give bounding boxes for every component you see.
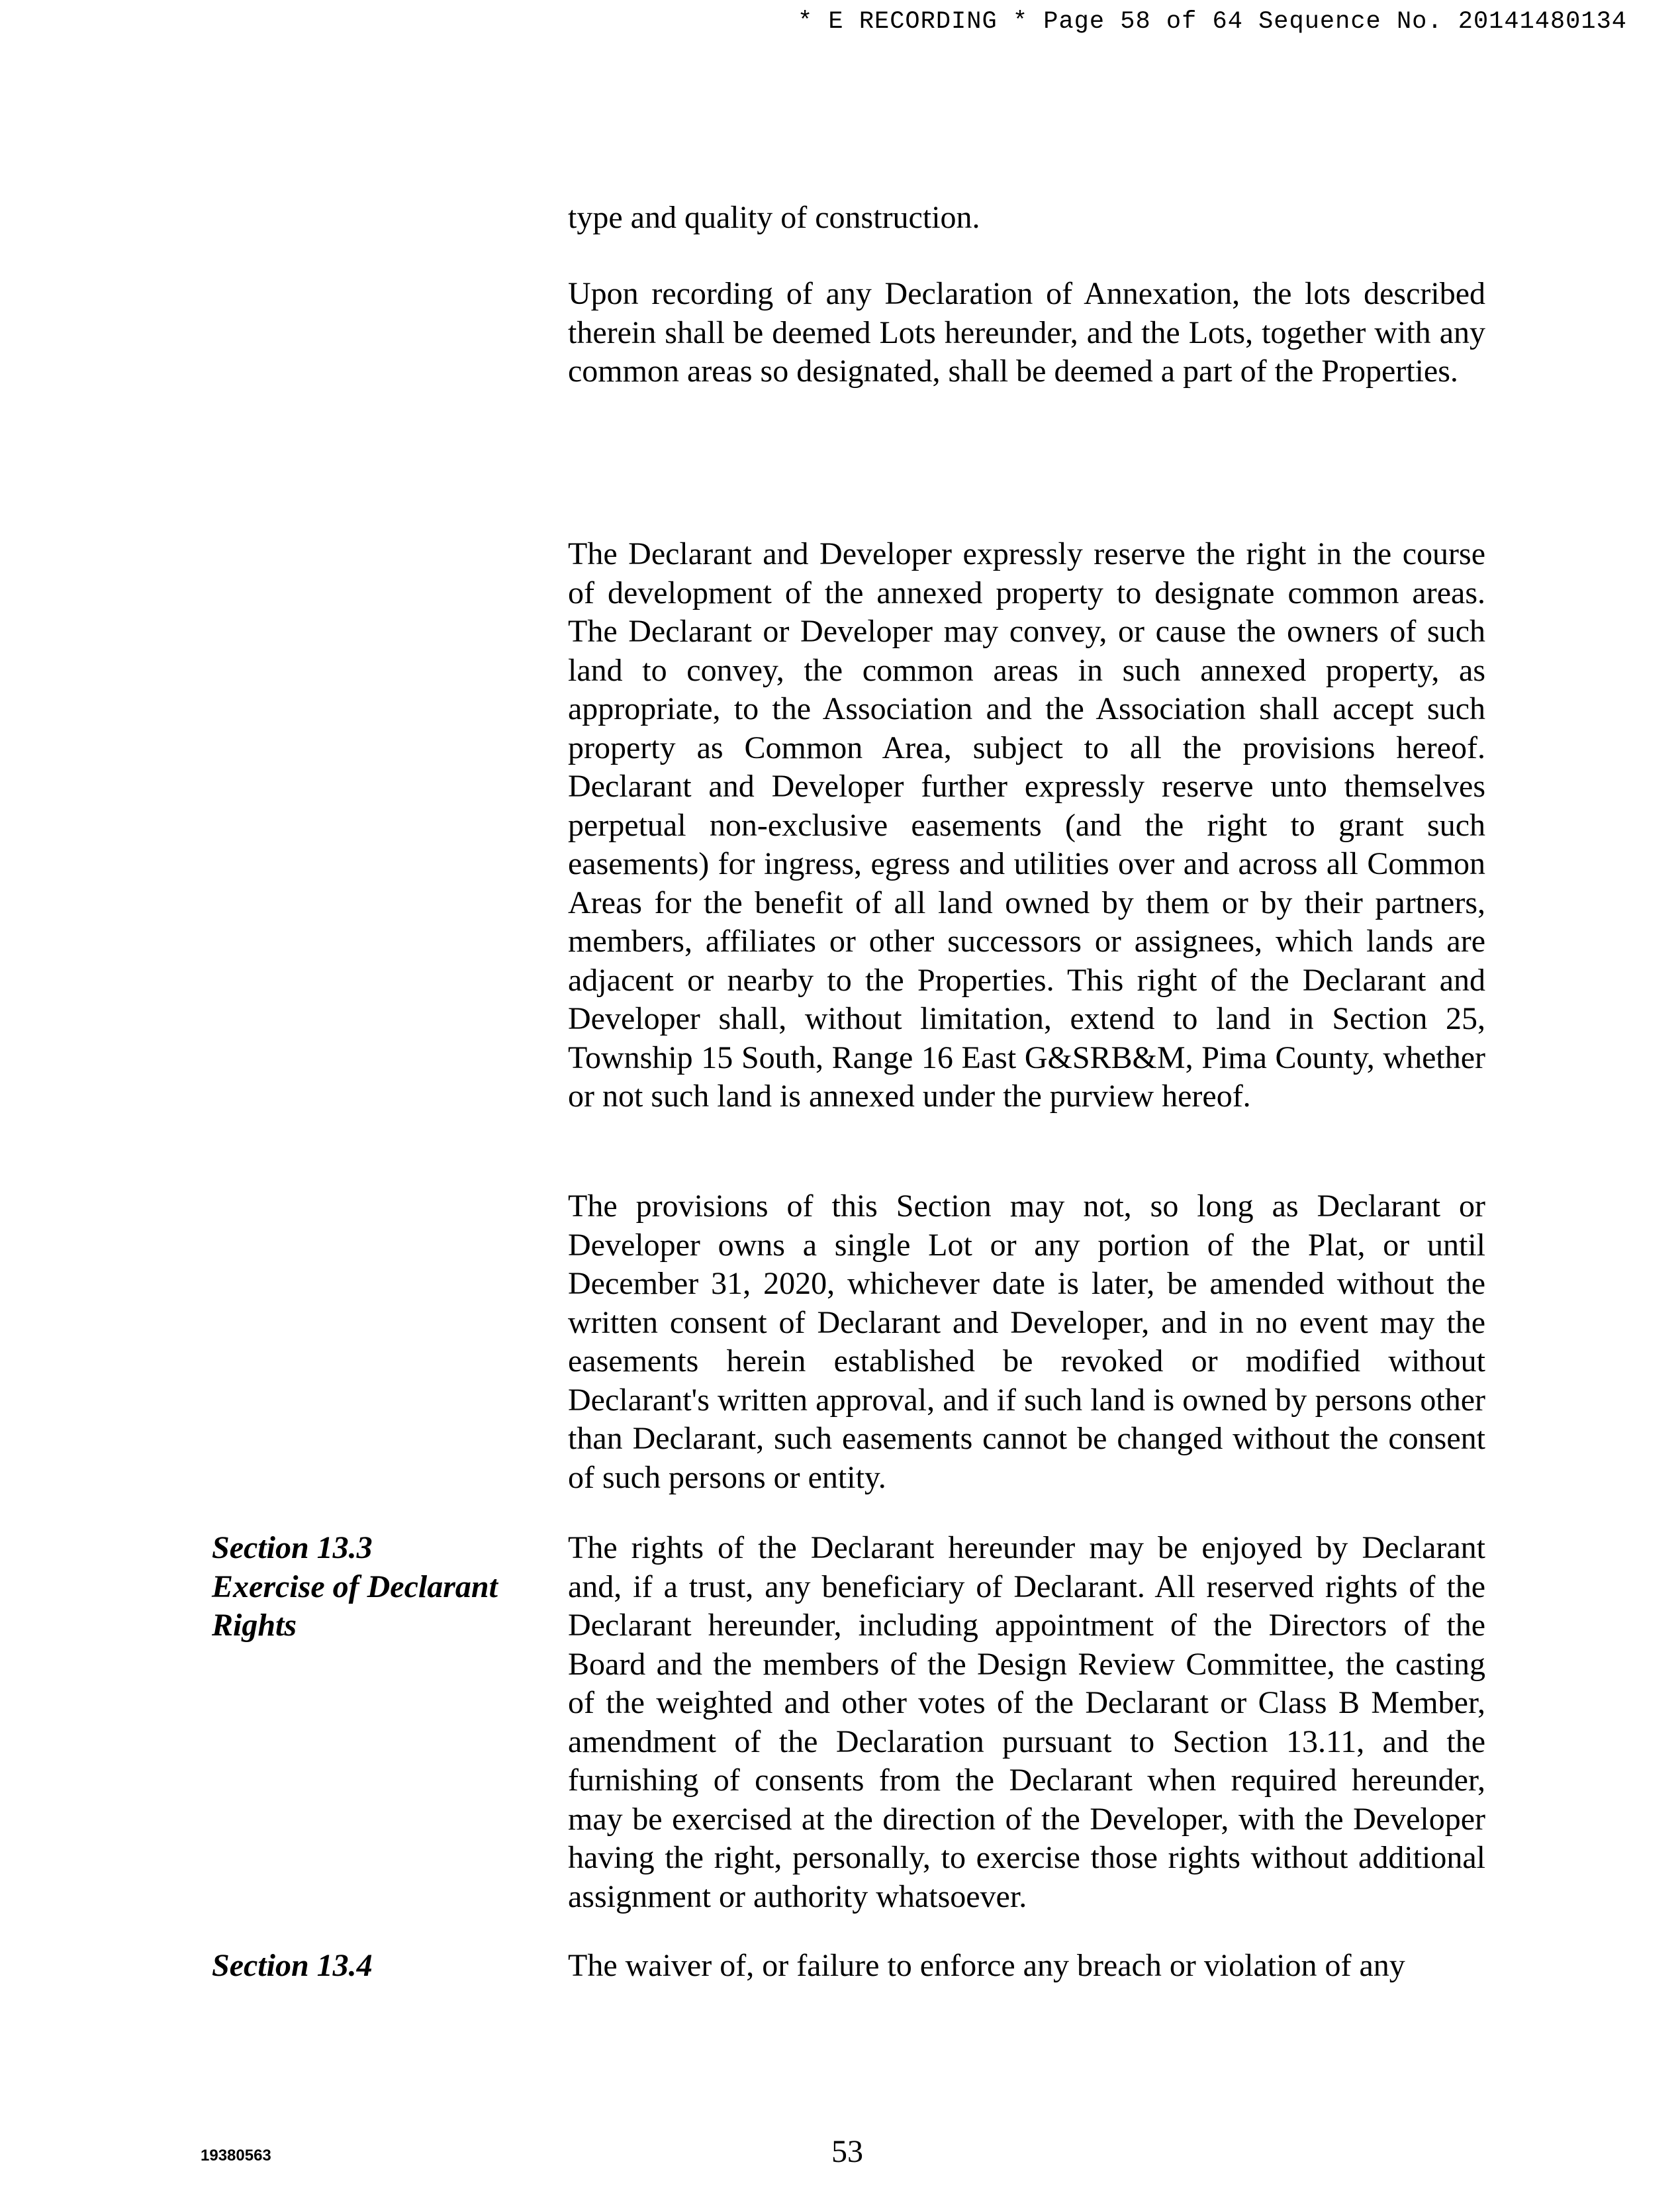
section-13-3-heading xyxy=(212,1529,543,1645)
section-number: Section 13.4 xyxy=(212,1948,373,1983)
section-number: Section 13.3 xyxy=(212,1530,373,1565)
paragraph-declarant-rights xyxy=(568,1529,1485,1916)
paragraph-provisions xyxy=(568,1187,1485,1497)
paragraph-annexation xyxy=(568,275,1485,391)
paragraph-construction xyxy=(568,199,1485,238)
paragraph-text: The rights of the Declarant hereunder may be enjoyed by Declarant and, if a trust, any beneficiary of Declarant. All reserved rights of the Declarant hereunder, including appointment of the Directors of the Board and the members of the Design Review Committee, the casting of the weighted and other votes of the Declarant or Class B Member, amendment of the Declaration pursuant to Section 13.11, and the furnishing of consents from the Declarant when required hereunder, may be exercised at the direction of the Developer, with the Developer having the right, personally, to exercise those rights without additional assignment or authority whatsoever. xyxy=(568,1530,1485,1914)
section-title: Exercise of Declarant xyxy=(212,1569,498,1604)
document-id: 19380563 xyxy=(201,2147,271,2165)
paragraph-common-areas xyxy=(568,535,1485,1116)
recording-header: * E RECORDING * Page 58 of 64 Sequence No. 20141480134 xyxy=(798,8,1627,36)
paragraph-text: type and quality of construction. xyxy=(568,200,980,235)
paragraph-text: The Declarant and Developer expressly reserve the right in the course of development of the annexed property to designate common areas. The Declarant or Developer may convey, or cause the owners of such land to convey, the common areas in such annexed property, as appropriate, to the Association and the Association shall accept such property as Common Area, subject to all the provisions hereof. Declarant and Developer further expressly reserve unto themselves perpetual non-exclusive easements (and the right to grant such easements) for ingress, egress and utilities over and across all Common Areas for the benefit of all land owned by them or by their partners, members, affiliates or other successors or assignees, which lands are adjacent or nearby to the Properties. This right of the Declarant and Developer shall, without limitation, extend to land in Section 25, Township 15 South, Range 16 East G&SRB&M, Pima County, whether or not such land is annexed under the purview hereof. xyxy=(568,536,1485,1114)
paragraph-text: Upon recording of any Declaration of Annexation, the lots described therein shall be deemed Lots hereunder, and the Lots, together with any common areas so designated, shall be deemed a part of the Properties. xyxy=(568,276,1485,389)
paragraph-waiver xyxy=(568,1947,1485,1986)
page-number: 53 xyxy=(831,2134,863,2169)
section-13-4-heading xyxy=(212,1947,543,1986)
paragraph-text: The provisions of this Section may not, so long as Declarant or Developer owns a single Lot or any portion of the Plat, or until December 31, 2020, whichever date is later, be amended without the written consent of Declarant and Developer, and in no event may the easements herein established be revoked or modified without Declarant's written approval, and if such land is owned by persons other than Declarant, such easements cannot be changed without the consent of such persons or entity. xyxy=(568,1189,1485,1495)
section-title-cont: Rights xyxy=(212,1608,297,1643)
paragraph-text: The waiver of, or failure to enforce any breach or violation of any xyxy=(568,1948,1405,1983)
